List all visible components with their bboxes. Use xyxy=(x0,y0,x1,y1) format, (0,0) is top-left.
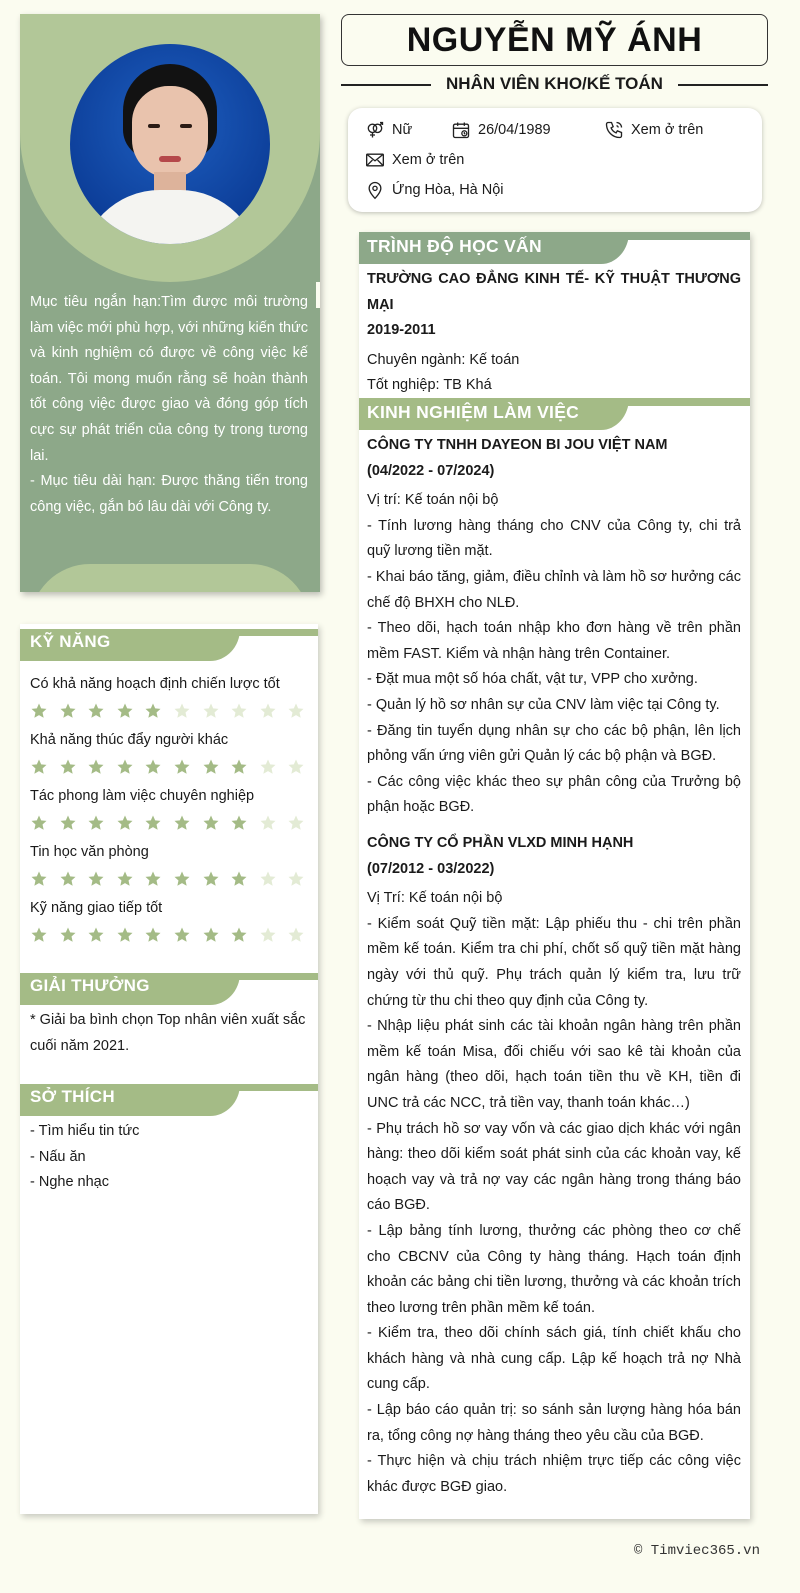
company-name: CÔNG TY CỔ PHẦN VLXD MINH HẠNH xyxy=(367,835,634,851)
skill-rating xyxy=(30,870,310,888)
skill-name: Khả năng thúc đẩy người khác xyxy=(30,732,229,748)
experience-heading xyxy=(359,398,750,432)
school-name: TRƯỜNG CAO ĐẲNG KINH TẾ- KỸ THUẬT THƯƠNG MẠI xyxy=(367,271,741,313)
job-role: Vị Trí: Kế toán nội bộ xyxy=(367,890,503,907)
hobbies-heading xyxy=(20,1076,318,1106)
star-icon xyxy=(173,702,191,720)
email-item xyxy=(364,148,464,172)
star-icon xyxy=(59,758,77,776)
education-title: TRÌNH ĐỘ HỌC VẤN xyxy=(367,236,542,256)
star-icon xyxy=(259,702,277,720)
star-icon xyxy=(287,758,305,776)
star-icon xyxy=(259,814,277,832)
job-title-row xyxy=(341,72,768,96)
education-details xyxy=(367,267,741,399)
star-icon xyxy=(173,758,191,776)
star-icon xyxy=(259,758,277,776)
footer-credit[interactable]: © Timviec365.vn xyxy=(633,1543,760,1559)
star-icon xyxy=(259,870,277,888)
star-icon xyxy=(116,758,134,776)
job-duty: - Các công việc khác theo sự phân công của Trưởng bộ phận hoặc BGĐ. xyxy=(367,773,741,816)
star-icon xyxy=(287,926,305,944)
skill-name: Kỹ năng giao tiếp tốt xyxy=(30,900,163,916)
job-duty: - Lập bảng tính lương, thưởng các phòng theo cơ chế cho CBCNV của Công ty hàng tháng. Hạch toán định khoản các bảng chi tiền lương, thưởng và các khoản trích theo lương trên phần mềm kế toán. xyxy=(367,1222,741,1316)
location-pin-icon xyxy=(364,179,386,201)
star-icon xyxy=(230,702,248,720)
star-icon xyxy=(202,870,220,888)
star-icon xyxy=(144,702,162,720)
company-name: CÔNG TY TNHH DAYEON BI JOU VIỆT NAM xyxy=(367,437,668,453)
gender-item xyxy=(364,118,412,142)
awards-title: GIẢI THƯỞNG xyxy=(30,976,150,995)
skill-item xyxy=(30,674,310,720)
job-entry xyxy=(367,831,741,1500)
star-icon xyxy=(116,870,134,888)
education-heading xyxy=(359,232,750,266)
star-icon xyxy=(202,758,220,776)
star-icon xyxy=(87,870,105,888)
star-icon xyxy=(230,814,248,832)
star-icon xyxy=(287,702,305,720)
star-icon xyxy=(87,702,105,720)
job-duty: - Thực hiện và chịu trách nhiệm trực tiếp các công việc khác được BGĐ giao. xyxy=(367,1453,741,1495)
left-sections-panel xyxy=(20,624,318,1514)
hobby-item: - Nấu ăn xyxy=(30,1148,86,1165)
avatar xyxy=(70,44,270,244)
star-icon xyxy=(230,926,248,944)
star-icon xyxy=(116,702,134,720)
hobby-item: - Tìm hiểu tin tức xyxy=(30,1123,140,1139)
star-icon xyxy=(116,814,134,832)
star-icon xyxy=(30,870,48,888)
hobbies-list xyxy=(30,1119,310,1196)
address-value: Ứng Hòa, Hà Nội xyxy=(392,182,504,198)
star-icon xyxy=(173,870,191,888)
star-icon xyxy=(144,926,162,944)
hobby-item: - Nghe nhạc xyxy=(30,1174,109,1191)
star-icon xyxy=(116,926,134,944)
objective-long-term: - Mục tiêu dài hạn: Được thăng tiến trong công việc, gắn bó lâu dài với Công ty. xyxy=(30,473,308,515)
star-icon xyxy=(173,814,191,832)
skill-rating xyxy=(30,814,310,832)
star-icon xyxy=(173,926,191,944)
mail-icon xyxy=(364,149,386,171)
skill-name: Tác phong làm việc chuyên nghiệp xyxy=(30,788,255,804)
job-period: (07/2012 - 03/2022) xyxy=(367,860,495,877)
star-icon xyxy=(87,758,105,776)
star-icon xyxy=(144,814,162,832)
job-duty: - Kiểm soát Quỹ tiền mặt: Lập phiếu thu - chi trên phần mềm kế toán. Kiểm tra chi phí, chốt số quỹ tiền mặt hàng ngày với thủ quỹ. Phụ trách quản lý kiểm tra, lưu trữ chứng từ thu chi theo quy định của Công ty. xyxy=(367,915,741,1009)
skills-title: KỸ NĂNG xyxy=(30,632,111,651)
star-icon xyxy=(144,870,162,888)
star-icon xyxy=(230,758,248,776)
experience-title: KINH NGHIỆM LÀM VIỆC xyxy=(367,402,580,422)
job-period: (04/2022 - 07/2024) xyxy=(367,462,495,479)
birthday-item xyxy=(450,118,551,142)
job-duty: - Tính lương hàng tháng cho CNV của Công ty, chi trả quỹ lương tiền mặt. xyxy=(367,517,741,560)
phone-value: Xem ở trên xyxy=(631,122,704,138)
profile-panel xyxy=(20,14,320,592)
main-content-panel xyxy=(359,232,750,1519)
job-duty: - Khai báo tăng, giảm, điều chỉnh và làm hồ sơ hưởng các chế độ BHXH cho NLĐ. xyxy=(367,568,741,611)
job-duty: - Theo dõi, hạch toán nhập kho đơn hàng về trên phần mềm FAST. Kiểm và nhận hàng trên Container. xyxy=(367,620,741,662)
star-icon xyxy=(202,926,220,944)
star-icon xyxy=(287,870,305,888)
star-icon xyxy=(87,926,105,944)
objective-short-term: Mục tiêu ngắn hạn:Tìm được môi trường làm việc mới phù hợp, với những kiến thức và kinh nghiệm có được về công việc kế toán. Tôi mong muốn rằng sẽ hoàn thành tốt công việc được giao và đóng góp tích cực sự phát triển của công ty trong tương lai. xyxy=(30,294,308,464)
skills-heading xyxy=(20,621,318,651)
contact-card xyxy=(348,108,762,212)
education-grade: Tốt nghiệp: TB Khá xyxy=(367,377,492,394)
awards-heading xyxy=(20,965,318,995)
star-icon xyxy=(287,814,305,832)
job-entry xyxy=(367,433,741,821)
star-icon xyxy=(144,758,162,776)
skill-item xyxy=(30,786,310,832)
calendar-icon xyxy=(450,119,472,141)
star-icon xyxy=(30,926,48,944)
skill-rating xyxy=(30,926,310,944)
job-duty: - Đặt mua một số hóa chất, vật tư, VPP cho xưởng. xyxy=(367,671,698,688)
job-title: NHÂN VIÊN KHO/KẾ TOÁN xyxy=(446,74,663,93)
hobbies-title: SỞ THÍCH xyxy=(30,1087,115,1106)
address-item xyxy=(364,178,504,202)
star-icon xyxy=(202,814,220,832)
birthday-value: 26/04/1989 xyxy=(478,122,551,138)
star-icon xyxy=(59,702,77,720)
gender-icon xyxy=(364,119,386,141)
career-objective xyxy=(30,290,308,520)
job-duty: - Quản lý hồ sơ nhân sự của CNV làm việc tại Công ty. xyxy=(367,696,720,713)
job-duty: - Phụ trách hồ sơ vay vốn và các giao dịch khác với ngân hàng: theo dõi kiểm soát phát sinh của các khoản vay, kế hoạch vay và trả nợ vay các ngân hàng trong tháng báo cáo BGĐ. xyxy=(367,1120,741,1214)
skill-rating xyxy=(30,702,310,720)
star-icon xyxy=(30,758,48,776)
phone-item xyxy=(603,118,703,142)
skill-item xyxy=(30,842,310,888)
skill-name: Tin học văn phòng xyxy=(30,844,149,860)
email-value: Xem ở trên xyxy=(392,152,465,168)
education-major: Chuyên ngành: Kế toán xyxy=(367,351,520,368)
star-icon xyxy=(202,702,220,720)
job-role: Vị trí: Kế toán nội bộ xyxy=(367,492,499,509)
skill-item xyxy=(30,730,310,776)
star-icon xyxy=(259,926,277,944)
skill-rating xyxy=(30,758,310,776)
job-duty: - Lập báo cáo quản trị: so sánh sản lượng hàng hóa bán ra, tổng công nợ hàng tháng theo yêu cầu của BGĐ. xyxy=(367,1402,741,1444)
star-icon xyxy=(87,814,105,832)
star-icon xyxy=(59,814,77,832)
job-duty: - Nhập liệu phát sinh các tài khoản ngân hàng trên phần mềm kế toán Misa, đối chiếu với sao kê tài khoản của ngân hàng (theo dõi, hạch toán tiền thu về KH, tiền đi UNC trả các NCC, trả tiền vay, thanh toán khác…) xyxy=(367,1018,741,1111)
star-icon xyxy=(59,926,77,944)
skill-name: Có khả năng hoạch định chiến lược tốt xyxy=(30,676,280,692)
star-icon xyxy=(30,814,48,832)
star-icon xyxy=(59,870,77,888)
full-name: NGUYỄN MỸ ÁNH xyxy=(406,20,703,59)
star-icon xyxy=(230,870,248,888)
awards-text: * Giải ba bình chọn Top nhân viên xuất sắc cuối năm 2021. xyxy=(30,1012,306,1054)
star-icon xyxy=(30,702,48,720)
education-period: 2019-2011 xyxy=(367,322,436,339)
skill-item xyxy=(30,898,310,944)
name-box xyxy=(341,14,768,66)
gender-value: Nữ xyxy=(392,122,413,138)
job-duty: - Kiểm tra, theo dõi chính sách giá, tính chiết khấu cho khách hàng và nhà cung cấp. Lập kế hoạch trả nợ Nhà cung cấp. xyxy=(367,1325,741,1393)
job-duty: - Đăng tin tuyển dụng nhân sự cho các bộ phận, lên lịch phỏng vấn ứng viên gửi Quản lý các bộ phận và BGĐ. xyxy=(367,722,741,765)
phone-icon xyxy=(603,119,625,141)
